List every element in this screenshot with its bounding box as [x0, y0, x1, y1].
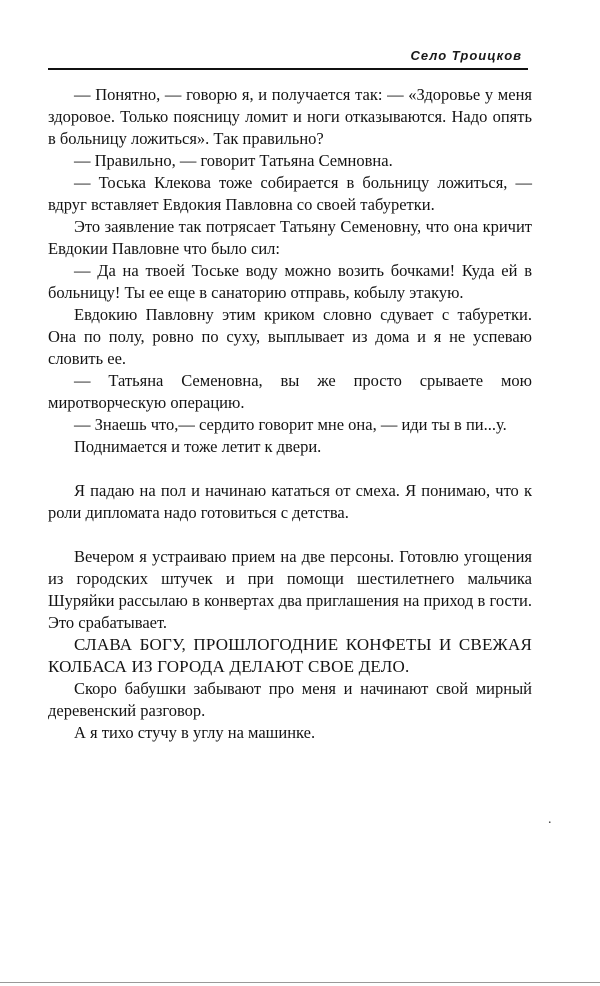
paragraph: Это заявление так потрясает Татьяну Семеновну, что она кричит Евдокии Павловне что было сил: [48, 217, 532, 258]
paragraph: Вечером я устраиваю прием на две персоны. Готовлю угощения из городских штучек и при помощи шестилетнего мальчика Шуряйки рассылаю в конвертах два приглашения на приход в гости. Это срабатывает. [48, 547, 532, 632]
section-gap [48, 524, 532, 546]
paragraph: Поднимается и тоже летит к двери. [74, 437, 322, 456]
paragraph: — Знаешь что,— сердито говорит мне она, — иди ты в пи...у. [74, 415, 507, 434]
page-header [0, 48, 600, 72]
paragraph: — Татьяна Семеновна, вы же просто срываете мою миротворческую операцию. [48, 371, 532, 412]
text-body [48, 84, 532, 744]
bottom-edge-line [0, 982, 600, 983]
paragraph: Скоро бабушки забывают про меня и начинают свой мирный деревенский разговор. [48, 679, 532, 720]
paragraph: — Правильно, — говорит Татьяна Семновна. [74, 151, 393, 170]
paragraph: Евдокию Павловну этим криком словно сдувает с табуретки. Она по полу, ровно по суху, выплывает из дома и я не успеваю словить ее. [48, 305, 532, 368]
caps-paragraph: СЛАВА БОГУ, ПРОШЛОГОДНИЕ КОНФЕТЫ И СВЕЖАЯ КОЛБАСА ИЗ ГОРОДА ДЕЛАЮТ СВОЕ ДЕЛО. [48, 635, 532, 676]
paragraph: — Да на твоей Тоське воду можно возить бочками! Куда ей в больницу! Ты ее еще в санаторию отправь, кобылу этакую. [48, 261, 532, 302]
running-title: Село Троицков [410, 48, 522, 63]
header-rule [48, 68, 528, 70]
paragraph: — Тоська Клекова тоже собирается в больницу ложиться, — вдруг вставляет Евдокия Павловна со своей табуретки. [48, 173, 532, 214]
stray-mark: . [548, 812, 552, 827]
paragraph: Я падаю на пол и начинаю кататься от смеха. Я понимаю, что к роли дипломата надо готовиться с детства. [48, 481, 532, 522]
paragraph: — Понятно, — говорю я, и получается так: — «Здоровье у меня здоровое. Только поясницу ломит и ноги отказываются. Надо опять в больницу ложиться». Так правильно? [48, 85, 532, 148]
paragraph: А я тихо стучу в углу на машинке. [74, 723, 316, 742]
section-gap [48, 458, 532, 480]
